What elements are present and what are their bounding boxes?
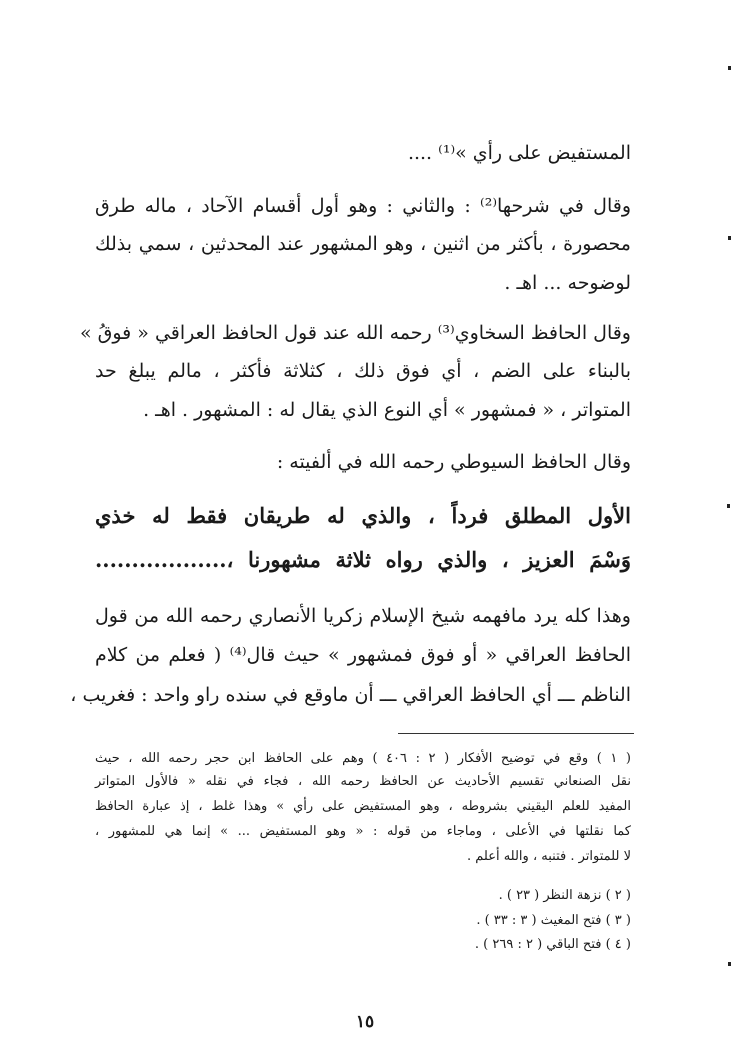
body-line: وقال الحافظ السخاوي⁽³⁾ رحمه الله عند قول الحافظ العراقي « فوقُ » [79, 322, 631, 344]
verse-line: وَسْمَ العزيز ، والذي رواه ثلاثة مشهورنا ،.................. [95, 547, 631, 572]
body-line: وقال في شرحها⁽²⁾ : والثاني : وهو أول أقسام الآحاد ، ماله طرق [95, 195, 631, 217]
body-line: الناظم ـــ أي الحافظ العراقي ـــ أن ماوقع في سنده راو واحد : فغريب ، [70, 684, 631, 706]
body-line: وهذا كله يرد مافهمه شيخ الإسلام زكريا الأنصاري رحمه الله من قول [95, 605, 631, 627]
body-line: محصورة ، بأكثر من اثنين ، وهو المشهور عند المحدثين ، سمي بذلك [95, 233, 631, 255]
body-line: المتواتر ، « فمشهور » أي النوع الذي يقال له : المشهور . اهـ . [143, 399, 631, 421]
body-line: المستفيض على رأي »⁽¹⁾ .... [407, 142, 631, 164]
footnote-line: ( ٢ ) نزهة النظر ( ٢٣ ) . [498, 888, 631, 903]
footnote-line: كما نقلتها في الأعلى ، وماجاء من قوله : « وهو المستفيض ... » إنما هي للمشهور ، [95, 824, 631, 839]
body-line: لوضوحه ... اهـ . [504, 272, 631, 294]
footnote-separator [398, 733, 634, 734]
footnote-line: ( ٣ ) فتح المغيث ( ٣ : ٣٣ ) . [476, 913, 631, 928]
body-line: الحافظ العراقي « أو فوق فمشهور » حيث قال⁽⁴⁾ ( فعلم من كلام [95, 644, 631, 666]
footnote-line: ( ١ ) وقع في توضيح الأفكار ( ٢ : ٤٠٦ ) وهم على الحافظ ابن حجر رحمه الله ، حيث [95, 751, 631, 766]
verse-line: الأول المطلق فرداً ، والذي له طريقان فقط له خذي [95, 503, 631, 528]
footnote-line: ( ٤ ) فتح الباقي ( ٢ : ٢٦٩ ) . [474, 937, 631, 952]
body-line: وقال الحافظ السيوطي رحمه الله في ألفيته : [276, 451, 631, 473]
footnote-line: المفيد للعلم اليقيني بشروطه ، وهو المستفيض على رأي » وهذا غلط ، إذ عبارة الحافظ [95, 799, 631, 814]
scan-mark [727, 504, 730, 508]
body-line: بالبناء على الضم ، أي فوق ذلك ، كثلاثة فأكثر ، مالم يبلغ حد [95, 360, 631, 382]
footnote-line: نقل الصنعاني تقسيم الأحاديث عن الحافظ رحمه الله ، فجاء في نقله « فالأول المتواتر [95, 774, 631, 789]
footnote-line: لا للمتواتر . فتنبه ، والله أعلم . [466, 849, 631, 864]
page-number: ١٥ [355, 1012, 375, 1032]
